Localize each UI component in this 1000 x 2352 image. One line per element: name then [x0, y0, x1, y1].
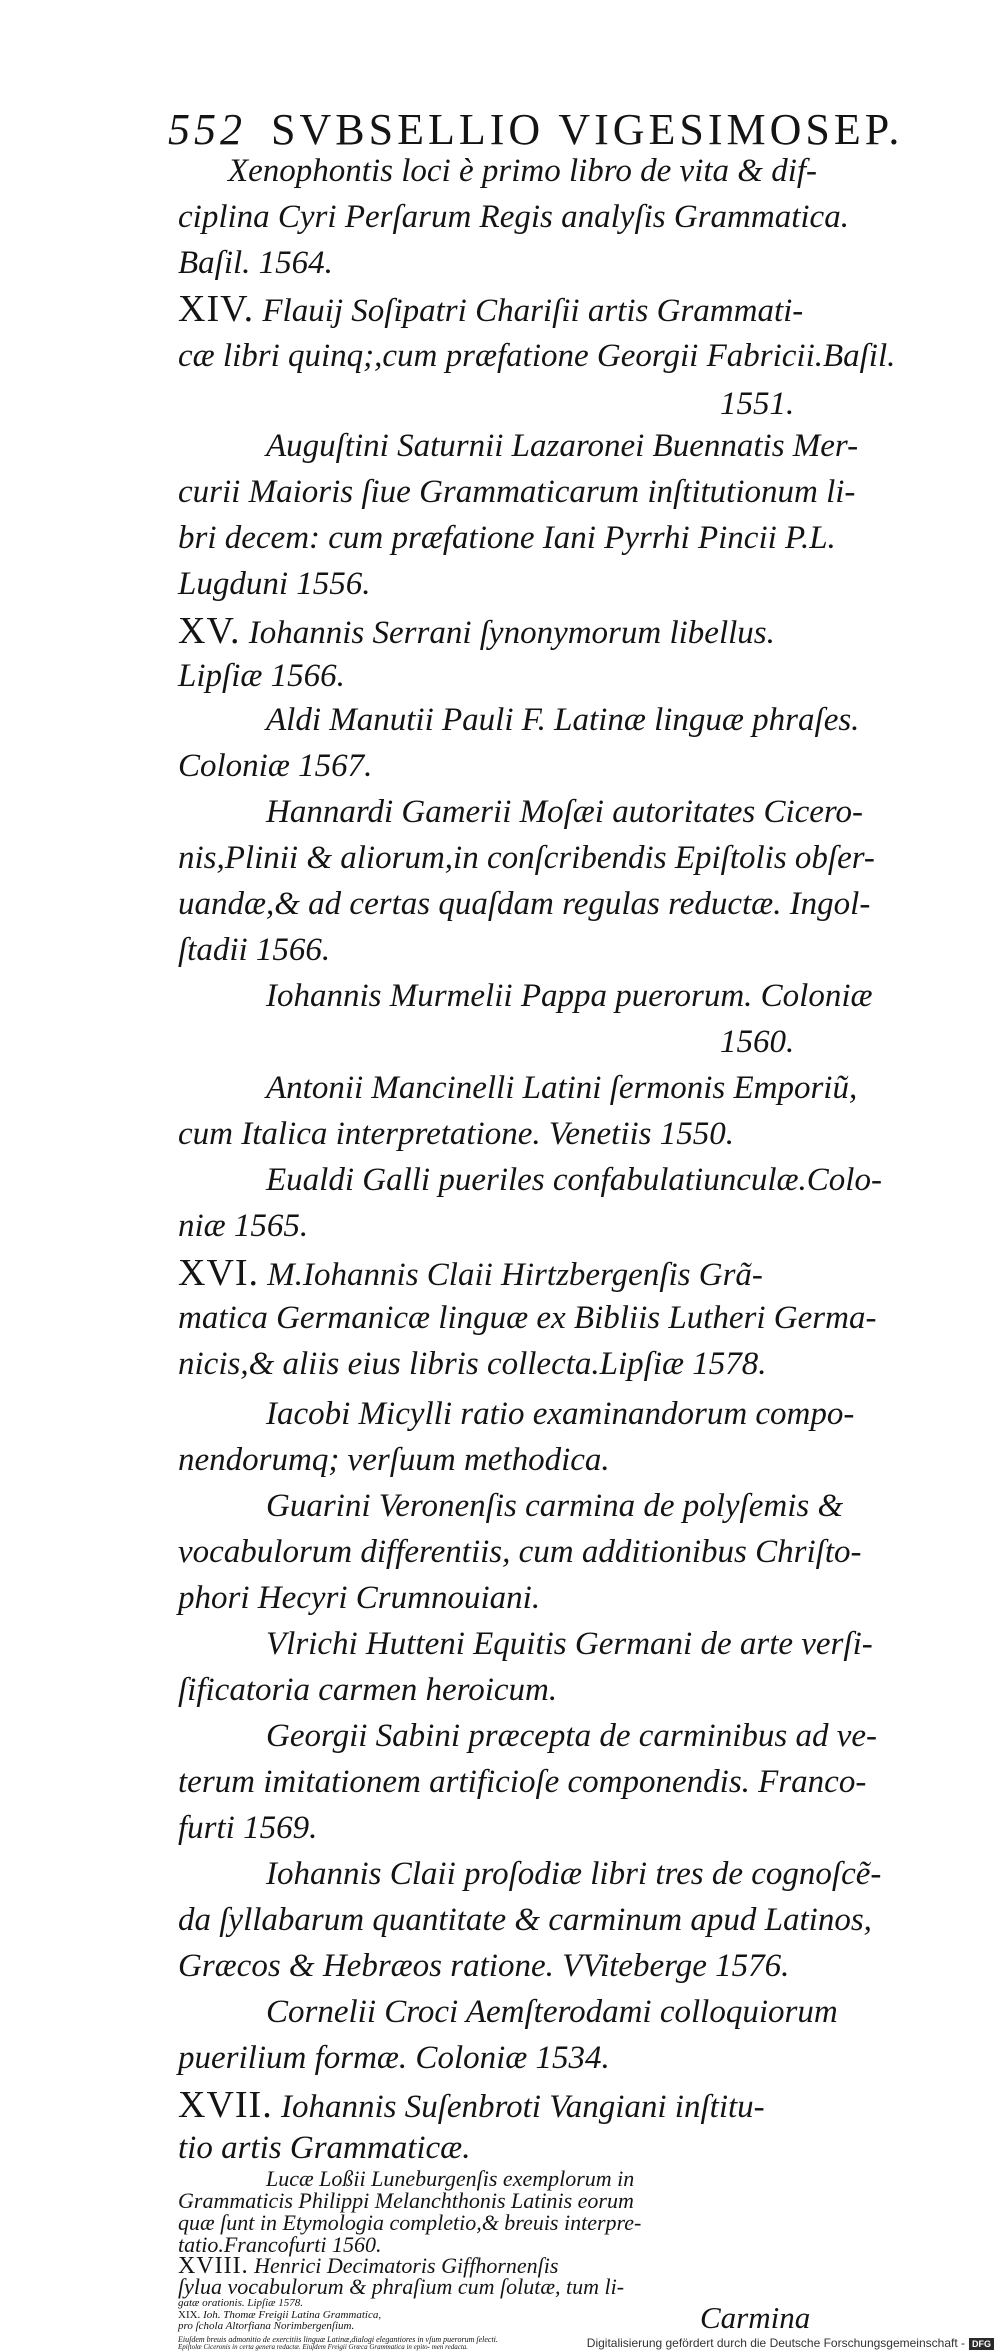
text-line: uandæ,& ad certas quaſdam regulas reductæ. Ingol-: [178, 886, 871, 922]
running-head: [168, 105, 904, 154]
text-line: Eualdi Galli pueriles confabulatiunculæ.Colo-: [266, 1162, 882, 1198]
dfg-logo: DFG: [969, 2338, 994, 2350]
section-line-xvi: [178, 1254, 763, 1292]
section-line-xvii: [178, 2086, 765, 2124]
text-line: Ioh. Thomæ Freigii Latina Grammatica,: [203, 2308, 382, 2321]
text-line: 1560.: [720, 1024, 795, 1060]
text-line: Eiuſdem breuis admonitio de exercitiis linguæ: [178, 2336, 326, 2344]
text-line: furti 1569.: [178, 1810, 318, 1846]
page-number: 552: [168, 105, 246, 154]
compressed-tail: [178, 2298, 688, 2333]
section-line-xv: [178, 612, 775, 650]
text-line: Georgii Sabini præcepta de carminibus ad ve-: [266, 1718, 878, 1754]
text-line: Auguſtini Saturnii Lazaronei Buennatis Mer-: [266, 428, 859, 464]
text-line: Lugduni 1556.: [178, 566, 371, 602]
text-line: ſtadii 1566.: [178, 932, 331, 968]
text-line: pro ſchola Altorfiana Norimbergenſium.: [178, 2320, 355, 2333]
text-line: Flauij Soſipatri Chariſii artis Grammati-: [262, 293, 804, 329]
text-line: curii Maioris ſiue Grammaticarum inſtitutionum li-: [178, 474, 856, 510]
text-line: tio artis Grammaticæ.: [178, 2130, 471, 2166]
section-numeral: XVI.: [178, 1252, 260, 1294]
compressed-tail-3: [178, 2344, 678, 2351]
text-line: Henrici Decimatoris Giffhornenſis: [254, 2253, 559, 2278]
section-numeral: XIV.: [178, 288, 255, 330]
text-line: Guarini Veronenſis carmina de polyſemis &: [266, 1488, 844, 1524]
section-line-xiv: [178, 290, 803, 328]
text-line: Aldi Manutii Pauli F. Latinæ linguæ phraſes.: [266, 702, 860, 738]
text-line: nendorumq; verſuum methodica.: [178, 1442, 610, 1478]
text-line: tatio.Francofurti 1560.: [178, 2232, 382, 2257]
text-line: nis,Plinii & aliorum,in conſcribendis Epiſtolis obſer-: [178, 840, 875, 876]
text-line: Vlrichi Hutteni Equitis Germani de arte verſi-: [266, 1626, 873, 1662]
text-line: Grammaticis Philippi Melanchthonis Latinis eorum: [178, 2188, 634, 2213]
compressed-tail-2: [178, 2336, 678, 2344]
text-line: gatæ orationis. Lipſiæ 1578.: [178, 2297, 303, 2309]
text-line: men redacta.: [431, 2344, 469, 2351]
text-line: ſificatoria carmen heroicum.: [178, 1672, 558, 1708]
footer-text: Digitalisierung gefördert durch die Deutsche Forschungsgemeinschaft -: [586, 2336, 965, 2350]
section-numeral: XVIII.: [178, 2253, 249, 2279]
text-line: quæ ſunt in Etymologia completio,& breuis interpre-: [178, 2210, 642, 2235]
text-line: Iohannis Claii proſodiæ libri tres de cognoſcẽ-: [266, 1856, 882, 1892]
text-line: Cornelii Croci Aemſterodami colloquiorum: [266, 1994, 838, 2030]
text-line: vocabulorum differentiis, cum additionibus Chriſto-: [178, 1534, 862, 1570]
text-line: phori Hecyri Crumnouiani.: [178, 1580, 541, 1616]
text-line: Coloniæ 1567.: [178, 748, 373, 784]
text-line: Lipſiæ 1566.: [178, 658, 345, 694]
text-line: bri decem: cum præfatione Iani Pyrrhi Pincii P.L.: [178, 520, 836, 556]
catchword: Carmina: [700, 2300, 811, 2335]
text-line: Xenophontis loci è primo libro de vita & dif-: [228, 153, 818, 189]
text-line: ſylua vocabulorum & phraſium cum ſolutæ, tum li-: [178, 2274, 625, 2299]
text-line: Lucæ Loßii Luneburgenſis exemplorum in: [266, 2166, 635, 2191]
text-line: puerilium formæ. Coloniæ 1534.: [178, 2040, 610, 2076]
text-line: Iacobi Micylli ratio examinandorum compo-: [266, 1396, 855, 1432]
text-line: Græcos & Hebræos ratione. VViteberge 1576.: [178, 1948, 790, 1984]
text-line: Hannardi Gamerii Moſæi autoritates Cicero-: [266, 794, 864, 830]
text-line: nicis,& aliis eius libris collecta.Lipſiæ 1578.: [178, 1346, 767, 1382]
text-line: Baſil. 1564.: [178, 245, 333, 281]
text-line: M.Iohannis Claii Hirtzbergenſis Grã-: [267, 1257, 763, 1293]
running-head-title: SVBSELLIO VIGESIMOSEP.: [271, 105, 904, 154]
section-numeral: XIX.: [178, 2308, 201, 2321]
text-line: Iohannis Suſenbroti Vangiani inſtitu-: [280, 2089, 765, 2125]
text-line: cum Italica interpretatione. Venetiis 1550.: [178, 1116, 735, 1152]
text-line: Latinæ,dialogi elegantiores in vſum puerorum ſelecti.: [327, 2336, 498, 2344]
text-line: Iohannis Murmelii Pappa puerorum. Coloniæ: [266, 978, 873, 1014]
text-line: da ſyllabarum quantitate & carminum apud Latinos,: [178, 1902, 872, 1938]
text-line: Eiuſdem Freigii Græca Grammatica in epito-: [302, 2344, 430, 2351]
text-line: 1551.: [720, 386, 795, 422]
section-numeral: XVII.: [178, 2084, 273, 2126]
text-line: Antonii Mancinelli Latini ſermonis Emporiũ,: [266, 1070, 858, 1106]
text-line: cæ libri quinq;,cum præfatione Georgii Fabricii.Baſil.: [178, 338, 896, 374]
text-line: Epiſtolæ Ciceronis in certa genera redactæ.: [178, 2344, 301, 2351]
text-line: terum imitationem artificioſe componendis. Franco-: [178, 1764, 867, 1800]
text-line: niæ 1565.: [178, 1208, 309, 1244]
text-line: matica Germanicæ linguæ ex Bibliis Lutheri Germa-: [178, 1300, 877, 1336]
section-numeral: XV.: [178, 610, 241, 652]
text-line: ciplina Cyri Perſarum Regis analyſis Grammatica.: [178, 199, 849, 235]
text-line: Iohannis Serrani ſynonymorum libellus.: [248, 615, 775, 651]
